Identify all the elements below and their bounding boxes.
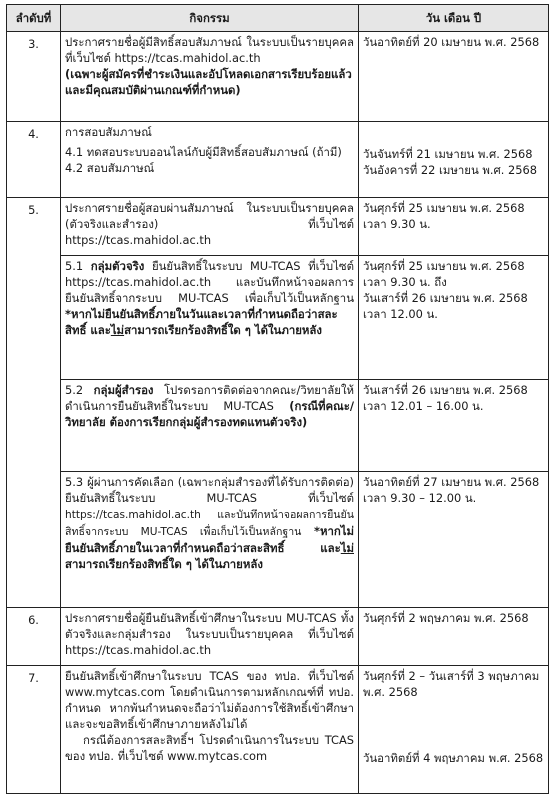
date-text: วันจันทร์ที่ 21 เมษายน พ.ศ. 2568 [363,147,533,161]
time-text: เวลา 12.01 – 16.00 น. [363,399,484,413]
table-row [7,122,549,198]
item-number: 5.1 [65,259,84,273]
activity-cell [61,472,359,608]
activity-text: ประกาศรายชื่อผู้สอบผ่านสัมภาษณ์ ในระบบเป็นรายบุคคล (ตัวจริงและสำรอง) ที่เว็บไซต์ https://tcas.mahidol.ac.th [65,201,354,247]
date-cell [359,256,549,380]
table-header-row [7,5,549,32]
time-text: เวลา 9.30 น. ถึง [363,275,447,289]
activity-cell [61,198,359,256]
date-cell [359,32,549,122]
activity-cell [61,32,359,122]
date-text: วันเสาร์ที่ 26 เมษายน พ.ศ. 2568 [363,291,528,305]
activity-text: กรณีต้องการสละสิทธิ์ฯ โปรดดำเนินการในระบบ TCAS ของ ทปอ. ที่เว็บไซต์ www.mytcas.com [65,733,354,763]
schedule-table [6,4,549,794]
activity-cell [61,380,359,472]
activity-text: ประกาศรายชื่อผู้ยืนยันสิทธิ์เข้าศึกษาในระบบ MU-TCAS ทั้งตัวจริงและกลุ่มสำรอง ในระบบเป็นรายบุคคล ที่เว็บไซต์ https://tcas.mahidol.ac.th [65,611,354,657]
time-text: เวลา 12.00 น. [363,307,438,321]
activity-sub-item: 4.1 ทดสอบระบบออนไลน์กับผู้มีสิทธิ์สอบสัมภาษณ์ (ถ้ามี) [65,145,342,159]
date-text: วันศุกร์ที่ 2 – วันเสาร์ที่ 3 พฤษภาคม พ.ศ. 2568 [363,669,540,699]
item-number: 5.2 [65,383,84,397]
warning-underline: ไม่ [110,323,125,337]
table-row [7,198,549,256]
table-row [7,32,549,122]
date-text: วันอาทิตย์ที่ 20 เมษายน พ.ศ. 2568 [363,35,540,49]
activity-note: (เฉพาะผู้สมัครที่ชำระเงินและอัปโหลดเอกสารเรียบร้อยแล้วและมีคุณสมบัติผ่านเกณฑ์ที่กำหนด) [65,67,352,97]
activity-text: 5.3 ผู้ผ่านการคัดเลือก (เฉพาะกลุ่มสำรองที่ได้รับการติดต่อ) ยืนยันสิทธิ์ในระบบ MU-TCAS ที่เว็บไซต์ [65,475,354,505]
row-number: 3. [7,32,61,122]
warning-text: *หากไม่ยืนยันสิทธิ์ภายในวันและเวลาที่กำหนดถือว่าสละสิทธิ์ และ [65,307,338,337]
group-label: กลุ่มตัวจริง [90,259,145,273]
date-text: วันอังคารที่ 22 เมษายน พ.ศ. 2568 [363,163,537,177]
row-number: 6. [7,608,61,666]
table-row [7,472,549,608]
date-text: วันศุกร์ที่ 25 เมษายน พ.ศ. 2568 [363,259,525,273]
activity-text: โปรดรอการติดต่อจากคณะ/วิทยาลัยให้ดำเนินการยืนยันสิทธิ์ในระบบ MU-TCAS [65,383,355,413]
warning-text: *หากไม่ยืนยันสิทธิ์ภายในเวลาที่กำหนดถือว่าสละสิทธิ์ และ [65,524,355,555]
header-no: ลำดับที่ [7,5,61,32]
warning-underline: ไม่ [340,541,354,555]
schedule-document [6,4,548,794]
activity-text: ประกาศรายชื่อผู้มีสิทธิ์สอบสัมภาษณ์ ในระบบเป็นรายบุคคล ที่เว็บไซต์ https://tcas.mahidol.ac.th [65,35,354,65]
date-text: วันเสาร์ที่ 26 เมษายน พ.ศ. 2568 [363,383,528,397]
activity-title: การสอบสัมภาษณ์ [65,125,152,139]
time-text: เวลา 9.30 น. [363,217,431,231]
activity-sub-item: 4.2 สอบสัมภาษณ์ [65,161,155,175]
activity-cell [61,666,359,794]
time-text: เวลา 9.30 – 12.00 น. [363,491,477,505]
table-row [7,256,549,380]
date-cell [359,198,549,256]
row-number: 7. [7,666,61,794]
date-cell [359,666,549,794]
header-activity: กิจกรรม [61,5,359,32]
date-cell [359,608,549,666]
date-text: วันศุกร์ที่ 25 เมษายน พ.ศ. 2568 [363,201,525,215]
website-url: https://tcas.mahidol.ac.th [65,509,201,521]
table-row [7,666,549,794]
activity-text: และบันทึกหน้าจอผลการยืนยันสิทธิ์จากระบบ MU-TCAS เพื่อเก็บไว้เป็นหลักฐาน [65,509,354,538]
date-cell [359,472,549,608]
warning-text: สามารถเรียกร้องสิทธิ์ใด ๆ ได้ในภายหลัง [124,323,322,337]
header-date: วัน เดือน ปี [359,5,549,32]
date-cell [359,122,549,198]
activity-text: ยืนยันสิทธิ์ในระบบ MU-TCAS ที่เว็บไซต์ https://tcas.mahidol.ac.th และบันทึกหน้าจอผลการยืนยันสิทธิ์จากระบบ MU-TCAS เพื่อเก็บไว้เป็นหลักฐาน [65,259,354,305]
group-label: กลุ่มผู้สำรอง [93,383,154,397]
table-row [7,380,549,472]
row-number: 5. [7,198,61,608]
condition-text: (กรณีที่คณะ/วิทยาลัย ต้องการเรียกกลุ่มผู้สำรองทดแทนตัวจริง) [65,399,354,429]
row-number: 4. [7,122,61,198]
warning-text: สามารถเรียกร้องสิทธิ์ใด ๆ ได้ในภายหลัง [65,557,263,571]
table-row [7,608,549,666]
date-text: วันอาทิตย์ที่ 4 พฤษภาคม พ.ศ. 2568 [363,751,544,765]
date-text: วันอาทิตย์ที่ 27 เมษายน พ.ศ. 2568 [363,475,540,489]
date-text: วันศุกร์ที่ 2 พฤษภาคม พ.ศ. 2568 [363,611,529,625]
activity-cell [61,608,359,666]
date-cell [359,380,549,472]
activity-cell [61,122,359,198]
activity-text: ยืนยันสิทธิ์เข้าศึกษาในระบบ TCAS ของ ทปอ. ที่เว็บไซต์ www.mytcas.com โดยดำเนินการตามหลักเกณฑ์ที่ ทปอ. กำหนด หากพ้นกำหนดจะถือว่าไม่ต้องการใช้สิทธิ์เข้าศึกษา และจะขอสิทธิ์เข้าศึกษาภายหลังไม่ได้ [65,669,354,731]
activity-cell [61,256,359,380]
